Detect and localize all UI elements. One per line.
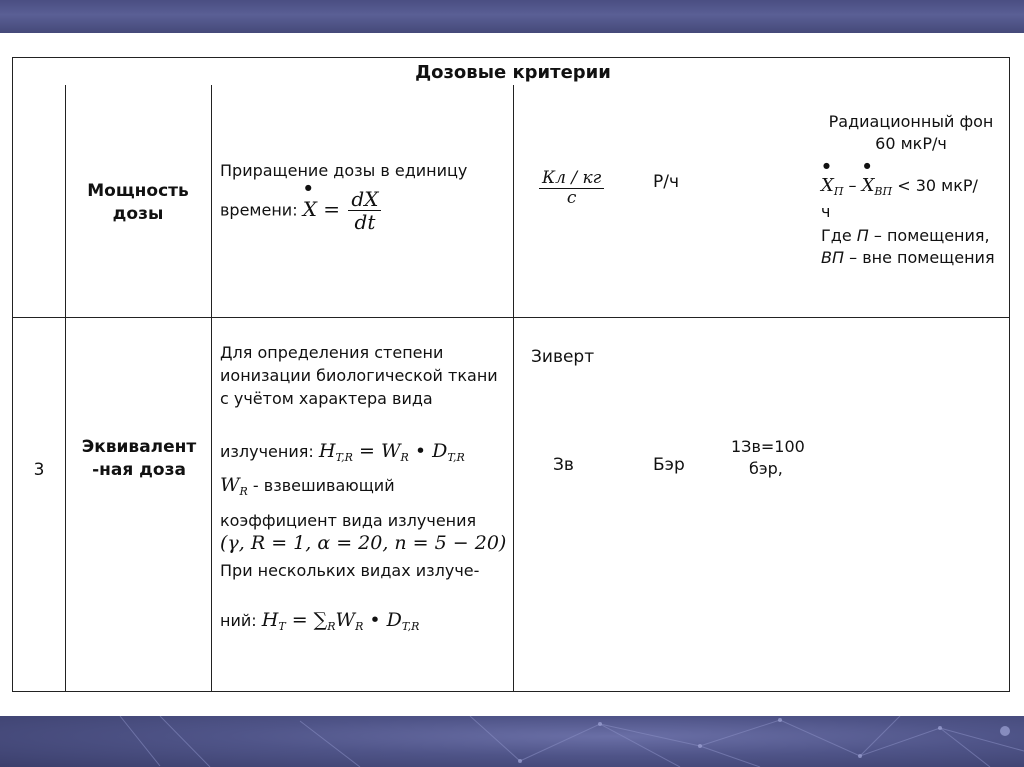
row2-multi-text: При нескольких видах излуче- [220,561,480,580]
formula2-eq: = [285,609,314,631]
where2-text: – вне помещения [844,248,995,267]
row1-name [68,180,208,226]
row2-name-line1: Эквивалент [81,437,197,457]
formula2-sum-sub: R [327,620,336,633]
formula2-d-sub: T,R [401,620,420,633]
where1-prefix: Где [821,226,857,245]
row2-relation [731,436,805,479]
row1-note-where1 [821,225,990,247]
note-x-symbol-a: ● X [821,174,834,198]
col-divider-1 [65,85,66,692]
row1-unit-si [537,169,606,207]
dose-rate-denominator: dt [354,210,376,234]
formula2-h-sub: T [278,620,286,633]
row2-unit-si: Зв [553,455,574,475]
formula1-dot: • [408,440,433,462]
dose-rate-numerator: dX [348,188,381,211]
note-x-symbol-b: ● X [862,174,875,198]
equivalent-dose-formula [319,440,465,462]
dose-rate-symbol: ● X [303,196,317,223]
formula2-sum: ∑ [313,609,328,631]
where1-symbol: П [856,226,869,245]
wr-text: - взвешивающий [247,476,395,495]
dose-rate-formula [302,187,384,234]
note-sub-a: П [833,185,844,198]
row2-wr-line [220,473,395,500]
where2-symbol: ВП [821,248,845,267]
row2-multi-line [220,608,419,635]
network-pattern [0,716,1024,767]
row2-number: 3 [33,460,45,480]
row2-relation-line1: 1Зв=100 [731,437,805,456]
note-sub-b: ВП [874,185,893,198]
formula2-d: D [386,609,402,631]
row2-unit-name: Зиверт [531,347,595,367]
row-divider [13,317,1009,318]
row1-desc-prefix: времени: [220,200,298,220]
row2-coef-formula: (γ, R = 1, α = 20, n = 5 − 20) [220,532,507,554]
unit-si-fraction [539,169,604,207]
col-divider-2 [211,85,212,692]
where1-text: – помещения, [868,226,990,245]
row2-desc-line4 [220,439,465,466]
row2-unit-offsystem: Бэр [653,455,685,475]
row1-desc-line1: Приращение дозы в единицу [220,161,468,180]
row1-note-formula [821,174,978,200]
formula1-d-sub: T,R [447,451,465,464]
formula2-dot: • [363,609,387,631]
formula2-w-sub: R [355,620,364,633]
top-decorative-band [0,0,1024,33]
note-rhs: < 30 мкР/ [892,176,978,195]
row1-note-line2: 60 мкР/ч [875,134,947,153]
formula2-w: W [335,609,356,631]
formula2-h: H [261,609,279,631]
table-title: Дозовые критерии [415,62,611,83]
formula1-eq: = [352,440,381,462]
col-divider-3 [513,85,514,692]
bottom-decorative-band [0,716,1024,767]
row1-desc-line2 [220,188,383,233]
row1-unit-offsystem: Р/ч [653,172,680,192]
row2-name-line2: -ная доза [92,459,186,480]
dose-criteria-table [12,57,1010,692]
note-minus: – [843,176,862,195]
formula1-w-sub: R [400,451,409,464]
row1-name-line1: Мощность [87,181,189,201]
dose-rate-eq: = [316,197,347,221]
formula1-h: H [318,440,336,462]
row2-coef-text: коэффициент вида излучения [220,511,477,530]
dose-rate-fraction [348,188,381,233]
row2-desc-line1: Для определения степени [220,343,444,362]
row1-note-line1: Радиационный фон [828,112,994,131]
row1-note-where2 [821,247,995,269]
row2-desc-line3: с учётом характера вида [220,389,433,408]
row2-name [68,436,210,482]
row2-relation-line2: бэр, [749,458,783,478]
wr-sub: R [239,485,248,498]
row2-desc-line2: ионизации биологической ткани [220,366,498,385]
row1-name-line2: дозы [112,203,164,224]
row2-desc-prefix: излучения: [220,442,314,461]
formula1-h-sub: T,R [335,451,353,464]
formula1-w: W [380,440,401,462]
unit-si-numerator: Кл / кг [539,169,604,189]
row1-note-line4: ч [821,202,831,221]
unit-si-denominator: с [566,187,577,208]
formula1-d: D [432,440,448,462]
row2-multi-prefix: ний: [220,611,257,630]
wr-symbol: W [220,474,240,496]
sum-dose-formula [262,609,420,631]
